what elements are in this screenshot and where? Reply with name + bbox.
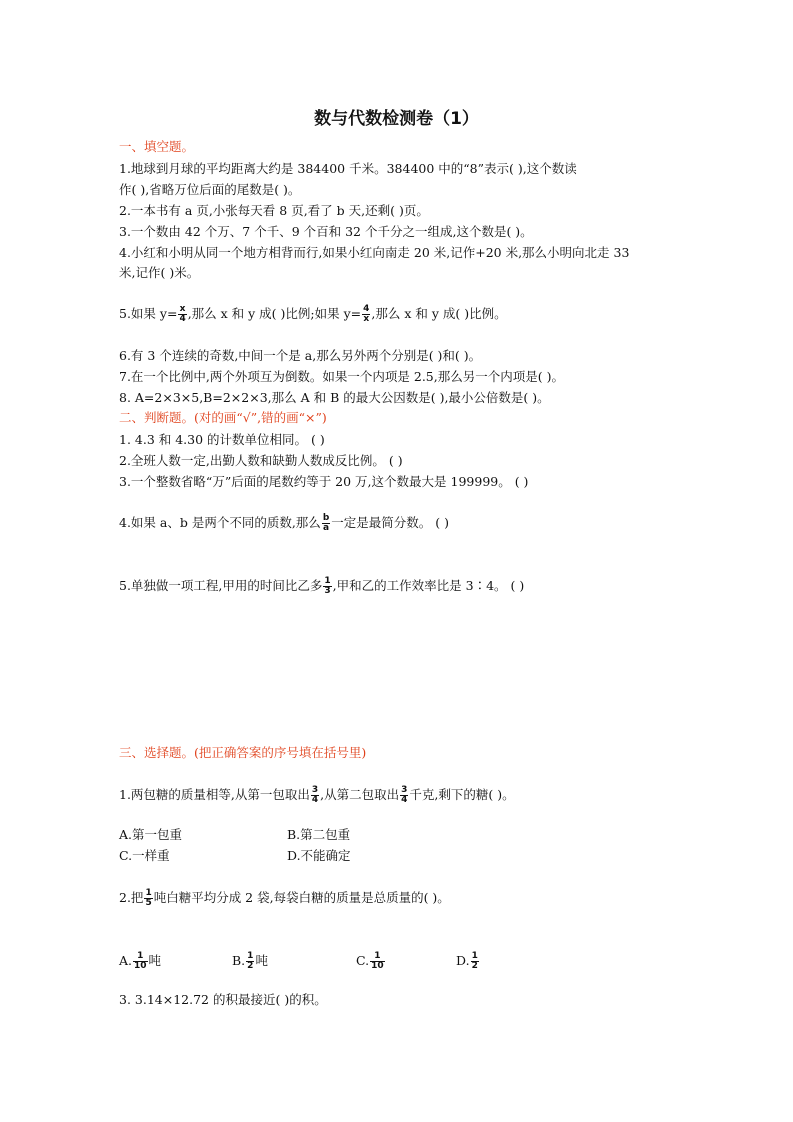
section-choice-heading: 三、选择题。(把正确答案的序号填在括号里) bbox=[119, 745, 367, 760]
fraction-numerator: 1 bbox=[471, 951, 478, 961]
fraction-denominator: 5 bbox=[145, 898, 152, 908]
choice-q1-post: 千克,剩下的糖( )。 bbox=[409, 787, 515, 802]
fraction-denominator: 4 bbox=[401, 795, 408, 805]
option-unit: 吨 bbox=[148, 953, 162, 968]
fraction-numerator: 1 bbox=[145, 888, 152, 898]
fraction-denominator: 4 bbox=[311, 795, 319, 805]
judge-q4-post: 一定是最简分数。 ( ) bbox=[331, 515, 449, 530]
fill-q8: 8. A=2×3×5,B=2×2×3,那么 A 和 B 的最大公因数是( ),最小公倍数是( )。 bbox=[119, 390, 550, 405]
fraction bbox=[144, 889, 152, 908]
judge-q4 bbox=[119, 514, 449, 533]
fill-q5-post: ,那么 x 和 y 成( )比例。 bbox=[371, 306, 507, 321]
choice-q1-mid: ,从第二包取出 bbox=[320, 787, 400, 802]
fill-q2: 2.一本书有 a 页,小张每天看 8 页,看了 b 天,还剩( )页。 bbox=[119, 203, 429, 218]
fraction-numerator: 1 bbox=[370, 952, 385, 962]
judge-q3: 3.一个整数省略“万”后面的尾数约等于 20 万,这个数最大是 199999。 ( ) bbox=[119, 474, 529, 489]
fraction-numerator: 3 bbox=[311, 785, 319, 795]
fraction bbox=[246, 952, 254, 971]
fraction-denominator: 2 bbox=[471, 961, 478, 971]
fill-q4-line2: 米,记作( )米。 bbox=[119, 265, 200, 280]
option-unit: 吨 bbox=[255, 953, 268, 968]
option-letter: D. bbox=[456, 953, 470, 968]
fraction-numerator: 1 bbox=[247, 951, 254, 961]
option-letter: B. bbox=[232, 953, 246, 968]
judge-q4-pre: 4.如果 a、b 是两个不同的质数,那么 bbox=[119, 515, 321, 530]
fraction-denominator: 10 bbox=[371, 961, 384, 971]
fraction-numerator: 1 bbox=[324, 576, 331, 586]
choice-q2-option-d bbox=[456, 952, 480, 971]
choice-q1-pre: 1.两包糖的质量相等,从第一包取出 bbox=[119, 787, 310, 802]
fraction bbox=[178, 305, 186, 324]
choice-q1-option-d: D.不能确定 bbox=[287, 848, 351, 863]
fraction-numerator: 3 bbox=[401, 785, 408, 795]
fill-q1-line1: 1.地球到月球的平均距离大约是 384400 千米。384400 中的“8”表示( ),这个数读 bbox=[119, 161, 577, 176]
option-letter: A. bbox=[119, 953, 133, 968]
choice-q2-option-b bbox=[232, 952, 268, 971]
section-judge-heading: 二、判断题。(对的画“√”,错的画“×”) bbox=[119, 410, 327, 425]
choice-q2-option-a bbox=[119, 952, 161, 971]
judge-q1: 1. 4.3 和 4.30 的计数单位相同。 ( ) bbox=[119, 432, 325, 447]
choice-q1 bbox=[119, 786, 515, 805]
judge-q2: 2.全班人数一定,出勤人数和缺勤人数成反比例。 ( ) bbox=[119, 453, 403, 468]
choice-q3: 3. 3.14×12.72 的积最接近( )的积。 bbox=[119, 992, 327, 1007]
option-letter: C. bbox=[356, 953, 370, 968]
choice-q2-pre: 2.把 bbox=[119, 890, 144, 905]
fraction bbox=[322, 514, 330, 533]
fraction bbox=[400, 786, 408, 805]
section-fill-heading: 一、填空题。 bbox=[119, 139, 195, 154]
choice-q2-option-c bbox=[356, 952, 386, 971]
choice-q2 bbox=[119, 889, 450, 908]
fill-q5-pre: 5.如果 y= bbox=[119, 306, 178, 321]
fill-q6: 6.有 3 个连续的奇数,中间一个是 a,那么另外两个分别是( )和( )。 bbox=[119, 348, 482, 363]
fraction-denominator: 3 bbox=[324, 586, 331, 596]
fill-q5-mid: ,那么 x 和 y 成( )比例;如果 y= bbox=[187, 306, 362, 321]
fraction-denominator: 2 bbox=[247, 961, 254, 971]
fraction-denominator: a bbox=[323, 523, 330, 533]
fraction-numerator: x bbox=[179, 304, 186, 314]
fraction bbox=[362, 305, 370, 324]
fraction bbox=[311, 786, 319, 805]
fill-q5 bbox=[119, 305, 507, 324]
fraction bbox=[471, 952, 479, 971]
fraction-denominator: x bbox=[363, 314, 370, 324]
fraction bbox=[370, 952, 385, 971]
fraction-denominator: 10 bbox=[134, 961, 147, 971]
judge-q5-pre: 5.单独做一项工程,甲用的时间比乙多 bbox=[119, 578, 323, 593]
fraction-numerator: 4 bbox=[363, 304, 370, 314]
fraction-numerator: 1 bbox=[133, 952, 148, 962]
fraction-denominator: 4 bbox=[179, 314, 186, 324]
fill-q7: 7.在一个比例中,两个外项互为倒数。如果一个内项是 2.5,那么另一个内项是( )。 bbox=[119, 369, 564, 384]
fill-q3: 3.一个数由 42 个万、7 个千、9 个百和 32 个千分之一组成,这个数是( )。 bbox=[119, 224, 533, 239]
judge-q5-post: ,甲和乙的工作效率比是 3∶4。 ( ) bbox=[332, 578, 525, 593]
fill-q1-line2: 作( ),省略万位后面的尾数是( )。 bbox=[119, 182, 301, 197]
choice-q1-option-c: C.一样重 bbox=[119, 848, 170, 863]
fraction bbox=[323, 577, 331, 596]
choice-q1-option-a: A.第一包重 bbox=[119, 827, 183, 842]
fill-q4-line1: 4.小红和小明从同一个地方相背而行,如果小红向南走 20 米,记作+20 米,那么小明向北走 33 bbox=[119, 245, 630, 260]
choice-q2-post: 吨白糖平均分成 2 袋,每袋白糖的质量是总质量的( )。 bbox=[153, 890, 450, 905]
judge-q5 bbox=[119, 577, 524, 596]
page-title: 数与代数检测卷（1） bbox=[314, 109, 479, 129]
choice-q1-option-b: B.第二包重 bbox=[287, 827, 351, 842]
fraction-numerator: b bbox=[322, 513, 330, 523]
fraction bbox=[133, 952, 148, 971]
